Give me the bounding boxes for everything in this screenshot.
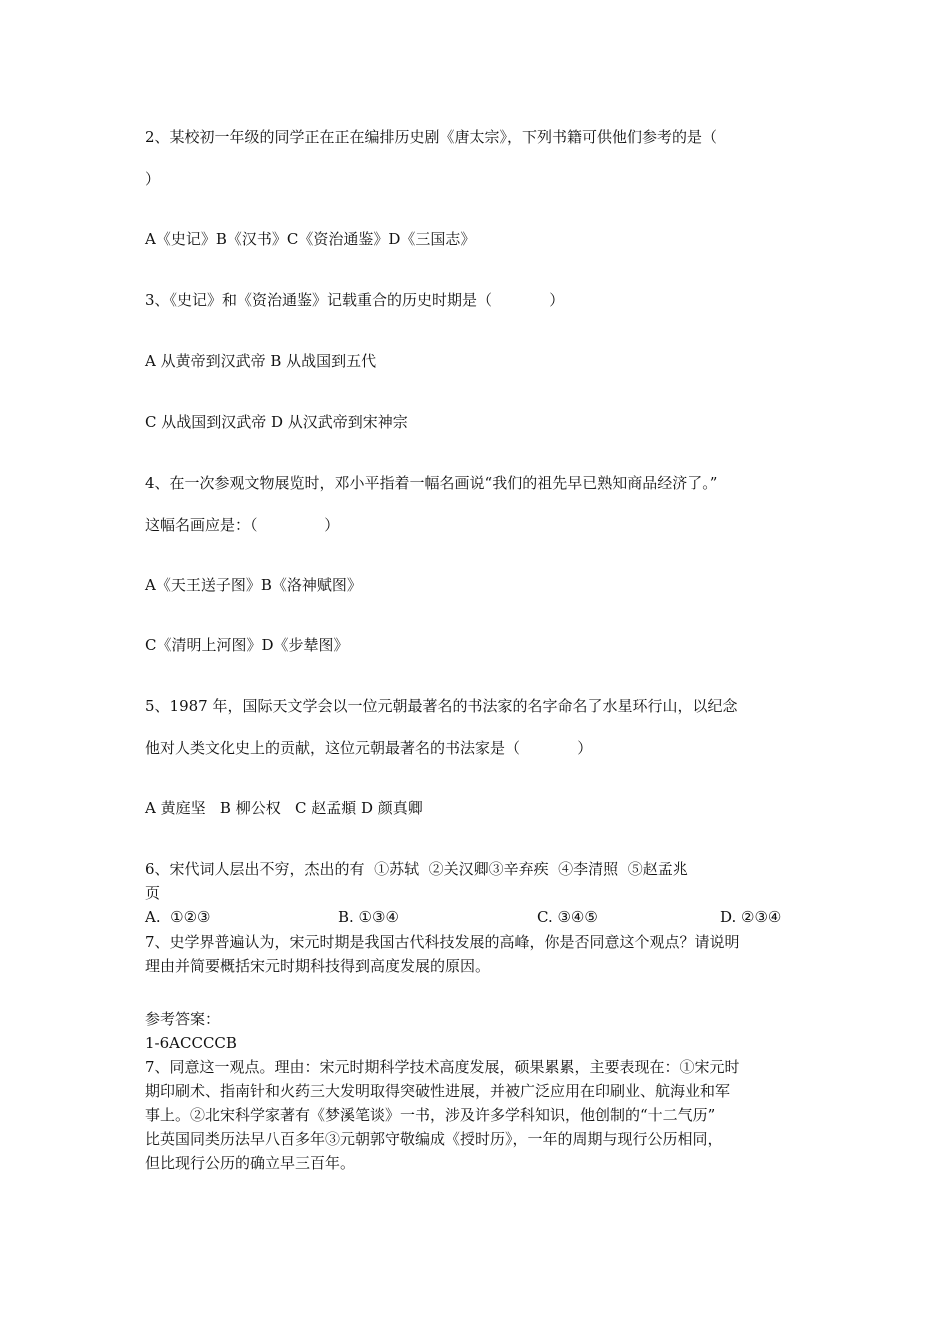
answers-heading: 参考答案： bbox=[145, 1010, 221, 1028]
q3-stem: 3、《史记》和《资治通鉴》记载重合的历史时期是（ ） bbox=[145, 291, 565, 309]
q6-option-a: A. ①②③ bbox=[145, 908, 211, 926]
q3-options-2: C 从战国到汉武帝 D 从汉武帝到宋神宗 bbox=[145, 413, 408, 431]
q3-options-1: A 从黄帝到汉武帝 B 从战国到五代 bbox=[145, 352, 377, 370]
q4-stem: 4、在一次参观文物展览时，邓小平指着一幅名画说“我们的祖先早已熟知商品经济了。” bbox=[145, 474, 718, 492]
answer-7-line-1: 7、同意这一观点。理由：宋元时期科学技术高度发展，硕果累累，主要表现在：①宋元时 bbox=[145, 1058, 740, 1076]
q7-stem-cont: 理由并简要概括宋元时期科技得到高度发展的原因。 bbox=[145, 957, 491, 975]
q6-stem-cont: 页 bbox=[145, 884, 161, 902]
q6-stem: 6、宋代词人层出不穷，杰出的有 ①苏轼 ②关汉卿③辛弃疾 ④李清照 ⑤赵孟兆 bbox=[145, 860, 688, 878]
q2-options: A《史记》B《汉书》C《资治通鉴》D《三国志》 bbox=[145, 230, 476, 248]
q6-option-d: D. ②③④ bbox=[720, 908, 782, 926]
q2-stem-cont: ） bbox=[145, 170, 161, 188]
q6-option-b: B. ①③④ bbox=[338, 908, 399, 926]
q4-options-2: C《清明上河图》D《步辇图》 bbox=[145, 636, 349, 654]
q4-options-1: A《天王送子图》B《洛神赋图》 bbox=[145, 576, 362, 594]
q5-stem: 5、1987 年，国际天文学会以一位元朝最著名的书法家的名字命名了水星环行山，以纪念 bbox=[145, 697, 738, 715]
answer-7-line-2: 期印刷术、指南针和火药三大发明取得突破性进展，并被广泛应用在印刷业、航海业和军 bbox=[145, 1082, 731, 1100]
q4-stem-cont: 这幅名画应是：（ ） bbox=[145, 516, 340, 534]
q6-option-c: C. ③④⑤ bbox=[537, 908, 598, 926]
q2-stem: 2、某校初一年级的同学正在正在编排历史剧《唐太宗》，下列书籍可供他们参考的是（ bbox=[145, 128, 718, 146]
q5-stem-cont: 他对人类文化史上的贡献，这位元朝最著名的书法家是（ ） bbox=[145, 739, 593, 757]
answers-mc: 1-6ACCCCB bbox=[145, 1034, 237, 1052]
q7-stem: 7、史学界普遍认为，宋元时期是我国古代科技发展的高峰，你是否同意这个观点？请说明 bbox=[145, 933, 740, 951]
q5-options: A 黄庭坚 B 柳公权 C 赵孟頫 D 颜真卿 bbox=[145, 799, 423, 817]
answer-7-line-5: 但比现行公历的确立早三百年。 bbox=[145, 1154, 356, 1172]
answer-7-line-3: 事上。②北宋科学家著有《梦溪笔谈》一书，涉及许多学科知识，他创制的“十二气历” bbox=[145, 1106, 716, 1124]
answer-7-line-4: 比英国同类历法早八百多年③元朝郭守敬编成《授时历》，一年的周期与现行公历相同， bbox=[145, 1130, 723, 1148]
